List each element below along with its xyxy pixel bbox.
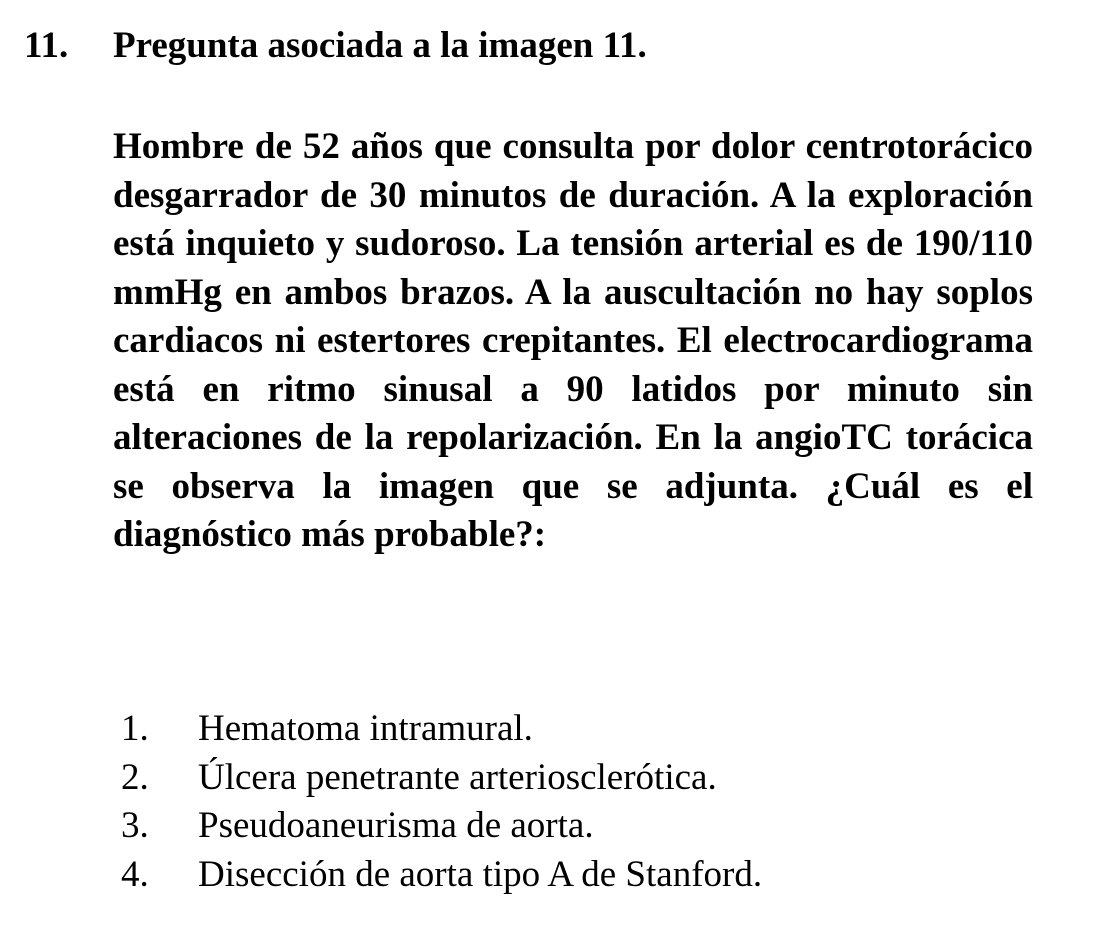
answer-option-3[interactable] [121,802,762,851]
answer-options [121,705,762,899]
answer-option-1[interactable] [121,705,762,754]
question-header [24,22,647,70]
option-text: Disección de aorta tipo A de Stanford. [198,853,763,895]
question-title: Pregunta asociada a la imagen 11. [113,25,647,66]
answer-option-2[interactable] [121,754,762,803]
option-text: Úlcera penetrante arteriosclerótica. [198,756,717,798]
option-number: 4. [121,853,149,895]
answer-option-4[interactable] [121,851,762,900]
question-number: 11. [24,25,69,66]
option-text: Hematoma intramural. [198,708,533,749]
question-stem: Hombre de 52 años que consulta por dolor centrotorácico desgarrador de 30 minutos de duración. A la exploración está inquieto y sudoroso. La tensión arterial es de 190/110 mmHg en ambos brazos. A la auscultación no hay soplos cardiacos ni estertores crepitantes. El electrocardiograma está en ritmo sinusal a 90 latidos por minuto sin alteraciones de la repolarización. En la angioTC torácica se observa la imagen que se adjunta. ¿Cuál es el diagnóstico más probable?: [113,126,1033,555]
option-number: 2. [121,756,149,798]
option-number: 3. [121,805,149,846]
option-text: Pseudoaneurisma de aorta. [198,805,594,846]
option-number: 1. [121,708,149,749]
